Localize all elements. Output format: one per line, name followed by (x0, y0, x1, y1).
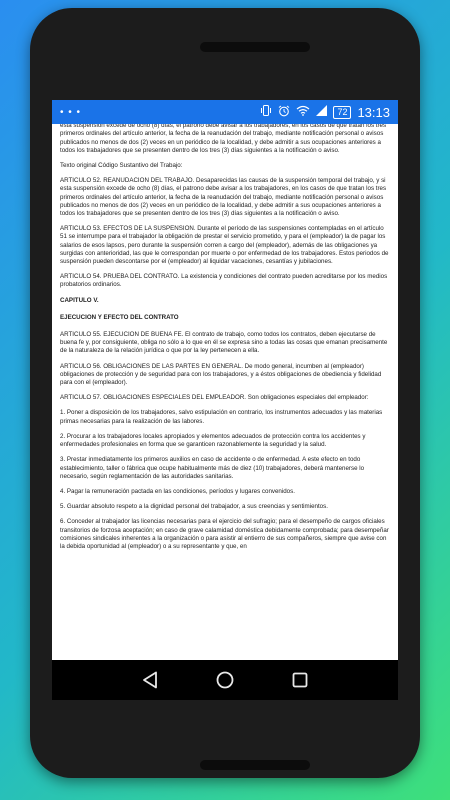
clock: 13:13 (357, 104, 390, 120)
document-paragraph: 2. Procurar a los trabajadores locales apropiados y elementos adecuados de protección contra los accidentes y enfermedades profesionales en forma que se garanticen razonablemente la seguridad y la salud. (60, 432, 366, 449)
document-paragraph: ARTICULO 57. OBLIGACIONES ESPECIALES DEL EMPLEADOR. Son obligaciones especiales del empleador: (60, 394, 369, 402)
phone-screen (52, 100, 398, 700)
document-content (60, 124, 390, 551)
back-icon (142, 671, 158, 689)
home-icon (216, 671, 234, 689)
document-paragraph: ARTICULO 52. REANUDACION DEL TRABAJO. Desaparecidas las causas de la suspensión temporal del trabajo, y si esta suspensión excede de ocho (8) días, el patrono debe avisar a los trabajadores, en los casos de que tratan los tres primeros ordinales del artículo anterior, la fecha de la reanudación del trabajo, mediante notificación personal o avisos publicados no menos de dos (2) veces en un periódico de la localidad, y debe admitir a sus ocupaciones anteriores a todos los trabajadores que se presenten dentro de los tres (3) días siguientes a la notificación o aviso. (60, 177, 387, 218)
status-icons (260, 105, 390, 120)
document-paragraph: Texto original Código Sustantivo del Trabajo: (60, 162, 183, 170)
home-button[interactable] (214, 669, 236, 691)
notification-dots: • • • (60, 106, 82, 118)
document-paragraph: ARTICULO 56. OBLIGACIONES DE LAS PARTES EN GENERAL. De modo general, incumben al (empleador) obligaciones de protección y de seguridad para con los trabajadores, y a éstos obligaciones de obediencia y fidelidad para con el (empleador). (60, 362, 382, 387)
document-paragraph: 6. Conceder al trabajador las licencias necesarias para el ejercicio del sufragio; para el desempeño de cargos oficiales transitorios de forzosa aceptación; en caso de grave calamidad doméstica debidamente comprobada; para desempeñar comisiones sindicales inherentes a la organización o para asistir al entierro de sus compañeros, siempre que avise con la debida oportunidad al (empleador) o a su representante y que, en (60, 518, 389, 550)
document-heading: EJECUCION Y EFECTO DEL CONTRATO (60, 313, 179, 321)
document-paragraph: 3. Prestar inmediatamente los primeros auxilios en caso de accidente o de enfermedad. A este efecto en todo establecimiento, taller o fábrica que ocupe habitualmente más de diez (10) trabajadores, deberá mantenerse lo necesario, según reglamentación de las autoridades sanitarias. (60, 456, 365, 480)
document-paragraph: ARTICULO 54. PRUEBA DEL CONTRATO. La existencia y condiciones del contrato pueden acreditarse por los medios probatorios ordinarios. (60, 273, 388, 289)
recents-icon (292, 672, 308, 688)
document-paragraph: ARTICULO 55. EJECUCION DE BUENA FE. El contrato de trabajo, como todos los contratos, deben ejecutarse de buena fe y, por consiguiente, obliga no sólo a lo que en él se expresa sino a todas las cosas que emanan precisamente de la naturaleza de la relación jurídica o que por la ley pertenecen a ella. (60, 331, 388, 355)
document-paragraph: 5. Guardar absoluto respeto a la dignidad personal del trabajador, a sus creencias y sentimientos. (60, 503, 328, 511)
vibrate-icon (260, 105, 272, 119)
alarm-icon (278, 105, 290, 120)
wifi-icon (296, 105, 310, 119)
document-paragraph: esta suspensión excede de ocho (8) días, el patrono debe avisar a los trabajadores, en los casos de que tratan los tres primeros ordinales del artículo anterior, la fecha de la reanudación del trabajo, mediante notificación personal o avisos publicados no menos de dos (2) veces en un periódico de la localidad, y debe admitir a sus ocupaciones anteriores a todos los trabajadores que se presenten dentro de los tres (3) días siguientes a la notificación o aviso. (60, 124, 387, 154)
signal-icon (316, 105, 327, 119)
status-bar (52, 100, 398, 124)
back-button[interactable] (139, 669, 161, 691)
bottom-speaker (200, 760, 310, 770)
recents-button[interactable] (289, 669, 311, 691)
navigation-bar (52, 660, 398, 700)
document-paragraph: 4. Pagar la remuneración pactada en las condiciones, períodos y lugares convenidos. (60, 487, 295, 495)
document-paragraph: ARTICULO 53. EFECTOS DE LA SUSPENSION. Durante el período de las suspensiones contempladas en el artículo 51 se interrumpe para el trabajador la obligación de prestar el servicio prometido, y para el (empleador) la de pagar los salarios de esos lapsos, pero durante la suspensión corren a cargo del (empleador), además de las obligaciones ya surgidas con anterioridad, las que le correspondan por muerte o por enfermedad de los trabajadores. Estos periodos de suspensión pueden descontarse por el (empleador) al liquidar vacaciones, cesantías y jubilaciones. (60, 225, 389, 266)
earpiece-speaker (200, 42, 310, 52)
document-viewer[interactable] (52, 124, 398, 660)
battery-indicator: 72 (333, 106, 351, 119)
document-paragraph: 1. Poner a disposición de los trabajadores, salvo estipulación en contrario, los instrumentos adecuados y las materias primas necesarias para la realización de las labores. (60, 409, 383, 425)
document-heading: CAPITULO V. (60, 296, 99, 304)
